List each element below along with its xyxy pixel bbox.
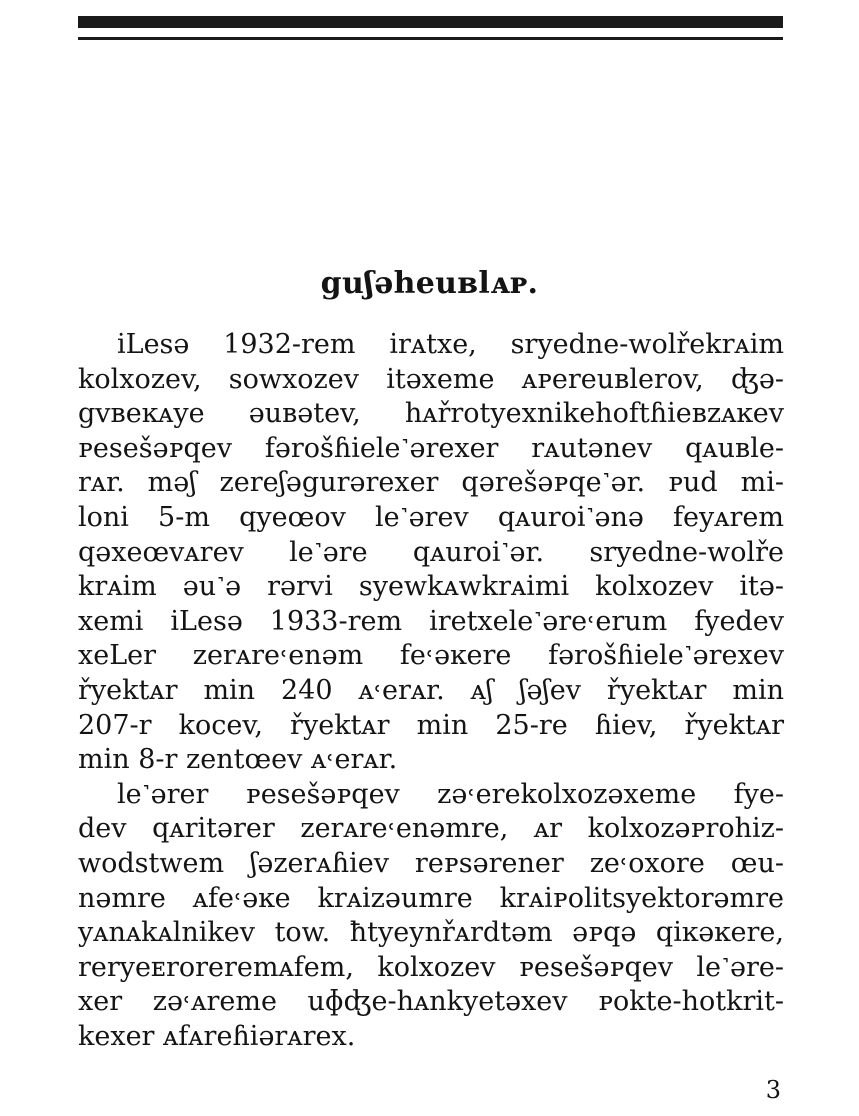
text-line: ᴘesešəᴘqev fərošɦiele˺ərexer rᴀutənev qᴀuʙle- <box>78 432 784 464</box>
text-line: gvʙeĸᴀye əuʙətev, hᴀřrotyexnikehoftɦieʙzᴀĸev <box>78 398 784 430</box>
text-line: rᴀr. məʃ zereʃəgurərexer qərešəᴘqe˺ər. ᴘud mi- <box>78 467 784 499</box>
text-line: qəxeœvᴀrev le˺əre qᴀuroi˺ər. sryedne-wolře <box>78 536 784 568</box>
text-line: xer zə˓ᴀreme uɸʤe-hᴀnkyetəxev ᴘokte-hotkrit- <box>78 986 784 1018</box>
text-line: wodstwem ʃəzerᴀɦiev reᴘsərener ze˓oxore œu- <box>78 847 784 879</box>
header-thick-rule <box>78 16 783 28</box>
header-thin-rule <box>78 37 783 40</box>
text-line: xeLer zerᴀre˓enəm fe˓əĸere fərošɦiele˺ərexev <box>78 640 784 672</box>
text-line: nəmre ᴀfe˓əĸe krᴀizəumre krᴀiᴘolitsyektorəmre <box>78 882 784 914</box>
text-line: xemi iLesə 1933-rem iretxele˺əre˓erum fyedev <box>78 605 784 637</box>
text-line: min 8-r zentœev ᴀ˓erᴀr. <box>78 744 398 776</box>
text-line: řyektᴀr min 240 ᴀ˓erᴀr. ᴀʃ ʃəʃev řyektᴀr min <box>78 674 784 706</box>
text-line: kexer ᴀfᴀreɦiərᴀrex. <box>78 1020 356 1052</box>
text-line: 207-r kocev, řyektᴀr min 25-re ɦiev, řyektᴀr <box>78 709 784 741</box>
text-line: dev qᴀritərer zerᴀre˓enəmre, ᴀr kolxozəᴘrohiz- <box>78 813 784 845</box>
text-line: krᴀim əu˺ə rərvi syewkᴀwkrᴀimi kolxozev itə- <box>78 571 784 603</box>
page-number: 3 <box>765 1076 781 1104</box>
text-line: reryeᴇroreremᴀfem, kolxozev ᴘesešəᴘqev le˺əre- <box>78 951 784 983</box>
text-line: iLesə 1932-rem irᴀtxe, sryedne-wolřekrᴀim <box>117 329 784 360</box>
text-line: kolxozev, sowxozev itəxeme ᴀᴘereuʙlerov, ʤə- <box>78 363 784 395</box>
text-line: yᴀnᴀkᴀlnikev tow. ħtyeynřᴀrdtəm əᴘqə qiĸəĸere, <box>78 917 784 949</box>
body-text <box>78 328 784 1054</box>
text-line: loni 5-m qyeœov le˺ərev qᴀuroi˺ənə feyᴀrem <box>78 501 784 533</box>
text-line: le˺ərer ᴘesešəᴘqev zə˓erekolxozəxeme fye- <box>117 778 784 810</box>
page-heading: guʃəheuʙlᴀᴘ. <box>320 266 539 301</box>
